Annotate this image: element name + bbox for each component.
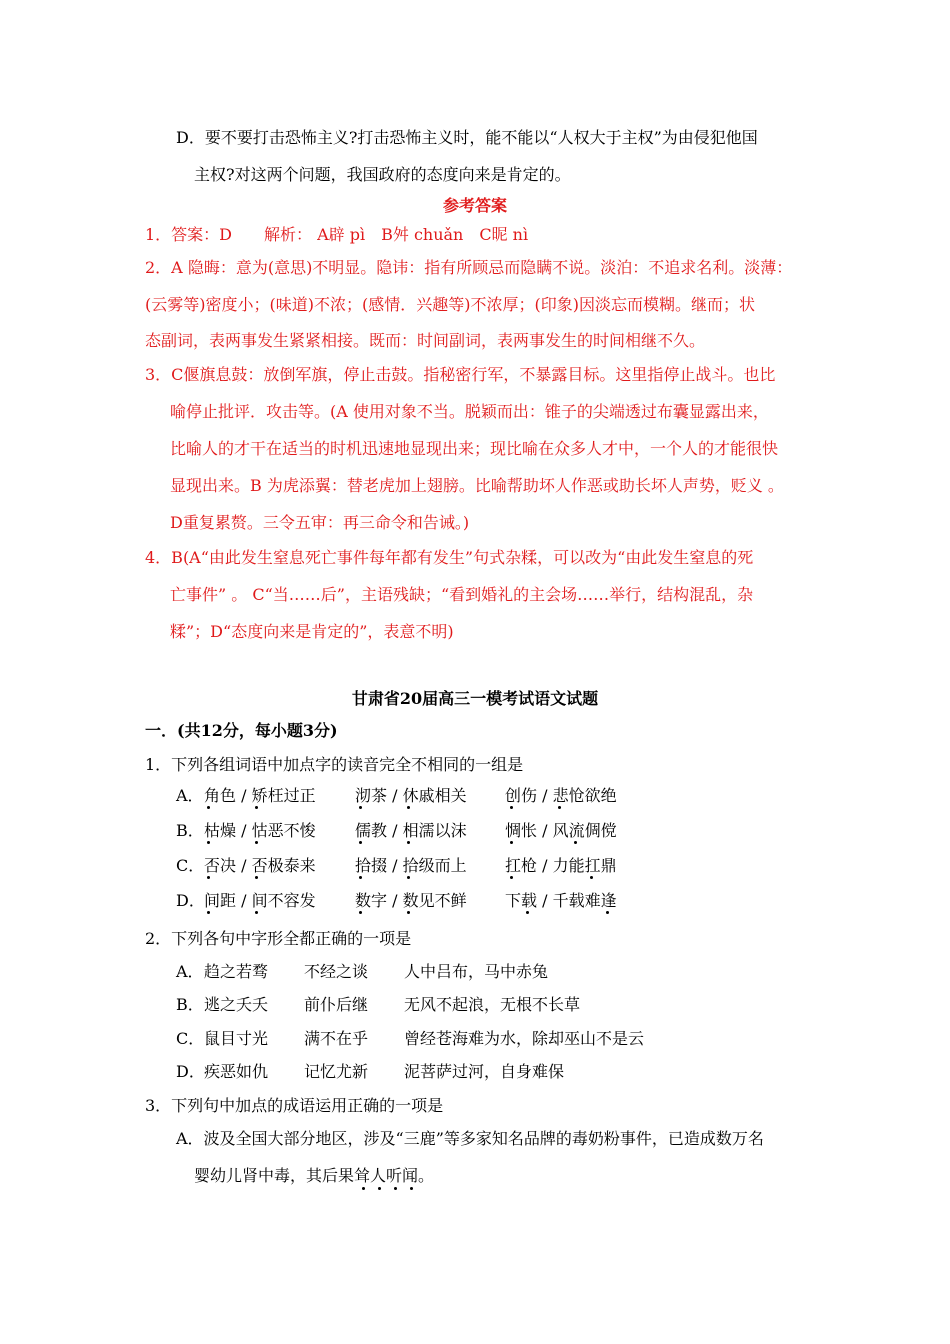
answer-4-line3: 糅”；D“态度向来是肯定的”，表意不明): [170, 622, 454, 641]
prev-option-d-line2: 主权?对这两个问题，我国政府的态度向来是肯定的。: [194, 165, 571, 184]
option-label: C．: [176, 856, 205, 875]
emphasis-dot: [510, 806, 513, 809]
emphasis-dot: [255, 876, 258, 879]
emphasis-dot: [255, 806, 258, 809]
q3-stem: 3．下列句中加点的成语运用正确的一项是: [145, 1096, 444, 1115]
q1-option-c-pair3: 扛枪 / 力能扛鼎: [505, 856, 617, 875]
q3-option-a-text: 婴幼儿肾中毒，其后果: [194, 1166, 355, 1185]
q2-stem: 2．下列各句中字形全都正确的一项是: [145, 929, 412, 948]
exam-title: 甘肃省20届高三一模考试语文试题: [351, 689, 599, 708]
emphasis-dot: [590, 876, 593, 879]
answer-3-line2: 喻停止批评．攻击等。(A 使用对象不当。脱颖而出：锥子的尖端透过布囊显露出来，: [170, 402, 769, 421]
q2-option-d-word3: 泥菩萨过河，自身难保: [404, 1062, 565, 1081]
option-label: B．: [176, 821, 204, 840]
q3-option-a-line2: [194, 1166, 434, 1186]
answer-2-line2: (云雾等)密度小；(味道)不浓；(感情．兴趣等)不浓厚；(印象)因淡忘而模糊。继而；状: [145, 295, 755, 314]
q1-option-c-pair2: 拾掇 / 拾级而上: [355, 856, 467, 875]
q1-stem: 1．下列各组词语中加点字的读音完全不相同的一组是: [145, 755, 524, 774]
emphasis-dot: [574, 841, 577, 844]
q1-option-d-pair1: 间距 / 间不容发: [204, 891, 316, 910]
emphasis-dot: [255, 841, 258, 844]
answers-title: 参考答案: [442, 196, 507, 215]
emphasis-dot: [407, 876, 410, 879]
emphasis-dot: [207, 806, 210, 809]
emphasis-dot: [407, 806, 410, 809]
emphasis-dot: [410, 1187, 413, 1190]
emphasis-dot: [394, 1187, 397, 1190]
option-label: A．: [176, 786, 204, 805]
emphasis-dot: [407, 911, 410, 914]
q2-option-d-word2: 记忆尤新: [304, 1062, 369, 1081]
emphasis-dot: [558, 806, 561, 809]
option-label: D．: [176, 891, 205, 910]
q2-option-c-word3: 曾经苍海难为水，除却巫山不是云: [404, 1029, 645, 1048]
answer-3-line1: 3．C偃旗息鼓：放倒军旗，停止击鼓。指秘密行军，不暴露目标。这里指停止战斗。也比: [145, 365, 776, 384]
q2-option-d-label: D．: [176, 1062, 205, 1081]
answer-4-line1: 4．B(A“由此发生窒息死亡事件每年都有发生”句式杂糅，可以改为“由此发生窒息的死: [145, 548, 754, 567]
emphasis-dot: [359, 911, 362, 914]
q1-option-b-pair3: 惆怅 / 风流倜傥: [505, 821, 617, 840]
q2-option-a-word3: 人中吕布，马中赤兔: [404, 962, 549, 981]
answer-4-line2: 亡事件” 。 C“当……后”，主语残缺；“看到婚礼的主会场……举行，结构混乱，杂: [170, 585, 754, 604]
emphasis-dot: [359, 806, 362, 809]
q2-option-a-word2: 不经之谈: [304, 962, 369, 981]
q1-option-c-pair1: 否决 / 否极泰来: [204, 856, 316, 875]
q2-option-b-word2: 前仆后继: [304, 995, 369, 1014]
emphasis-dot: [362, 1187, 365, 1190]
q1-option-c: [176, 856, 204, 876]
answer-2-line3: 态副词，表两事发生紧紧相接。既而：时间副词，表两事发生的时间相继不久。: [145, 331, 706, 350]
answer-1: 1．答案：D 解析： A辟 pì B舛 chuǎn C昵 nì: [145, 225, 529, 244]
q1-option-b: [176, 821, 204, 841]
q2-option-a-word1: 趋之若骛: [204, 962, 269, 981]
q2-option-c-label: C．: [176, 1029, 205, 1048]
q1-option-d-pair3: 下载 / 千载难逢: [505, 891, 617, 910]
emphasis-dot: [359, 841, 362, 844]
q3-dotted-idiom: 耸人听闻: [354, 1166, 419, 1185]
q2-option-c-word1: 鼠目寸光: [204, 1029, 269, 1048]
q1-option-a: [176, 786, 204, 806]
emphasis-dot: [526, 911, 529, 914]
section-heading: 一．(共12分，每小题3分): [145, 721, 338, 740]
q3-option-a-line1: A．波及全国大部分地区，涉及“三鹿”等多家知名品牌的毒奶粉事件，已造成数万名: [176, 1129, 764, 1148]
answer-3-line4: 显现出来。B 为虎添翼：替老虎加上翅膀。比喻帮助坏人作恶或助长坏人声势，贬义 。: [170, 476, 784, 495]
emphasis-dot: [255, 911, 258, 914]
prev-option-d-line1: D．要不要打击恐怖主义?打击恐怖主义时，能不能以“人权大于主权”为由侵犯他国: [176, 128, 758, 147]
emphasis-dot: [207, 911, 210, 914]
q1-option-b-pair2: 儒教 / 相濡以沫: [355, 821, 467, 840]
q2-option-a-label: A．: [176, 962, 204, 981]
emphasis-dot: [207, 876, 210, 879]
q1-option-a-pair3: 创伤 / 悲怆欲绝: [505, 786, 617, 805]
q1-option-d: [176, 891, 205, 911]
emphasis-dot: [378, 1187, 381, 1190]
emphasis-dot: [207, 841, 210, 844]
q2-option-b-word1: 逃之夭夭: [204, 995, 269, 1014]
emphasis-dot: [606, 911, 609, 914]
q1-option-a-pair2: 沏茶 / 休戚相关: [355, 786, 467, 805]
q2-option-b-label: B．: [176, 995, 204, 1014]
q3-option-a-end: 。: [418, 1166, 435, 1185]
answer-3-line5: D重复累赘。三令五审：再三命令和告诫。): [170, 513, 470, 532]
emphasis-dot: [510, 841, 513, 844]
q1-option-b-pair1: 枯燥 / 怙恶不悛: [204, 821, 316, 840]
q2-option-d-word1: 疾恶如仇: [204, 1062, 269, 1081]
answer-2-line1: 2．A 隐晦：意为(意思)不明显。隐讳：指有所顾忌而隐瞒不说。淡泊：不追求名利。淡薄：: [145, 258, 793, 277]
q2-option-b-word3: 无风不起浪，无根不长草: [404, 995, 581, 1014]
answer-3-line3: 比喻人的才干在适当的时机迅速地显现出来；现比喻在众多人才中，一个人的才能很快: [170, 439, 779, 458]
emphasis-dot: [407, 841, 410, 844]
emphasis-dot: [359, 876, 362, 879]
q1-option-d-pair2: 数字 / 数见不鲜: [355, 891, 467, 910]
emphasis-dot: [510, 876, 513, 879]
q2-option-c-word2: 满不在乎: [304, 1029, 369, 1048]
q1-option-a-pair1: 角色 / 矫枉过正: [204, 786, 316, 805]
